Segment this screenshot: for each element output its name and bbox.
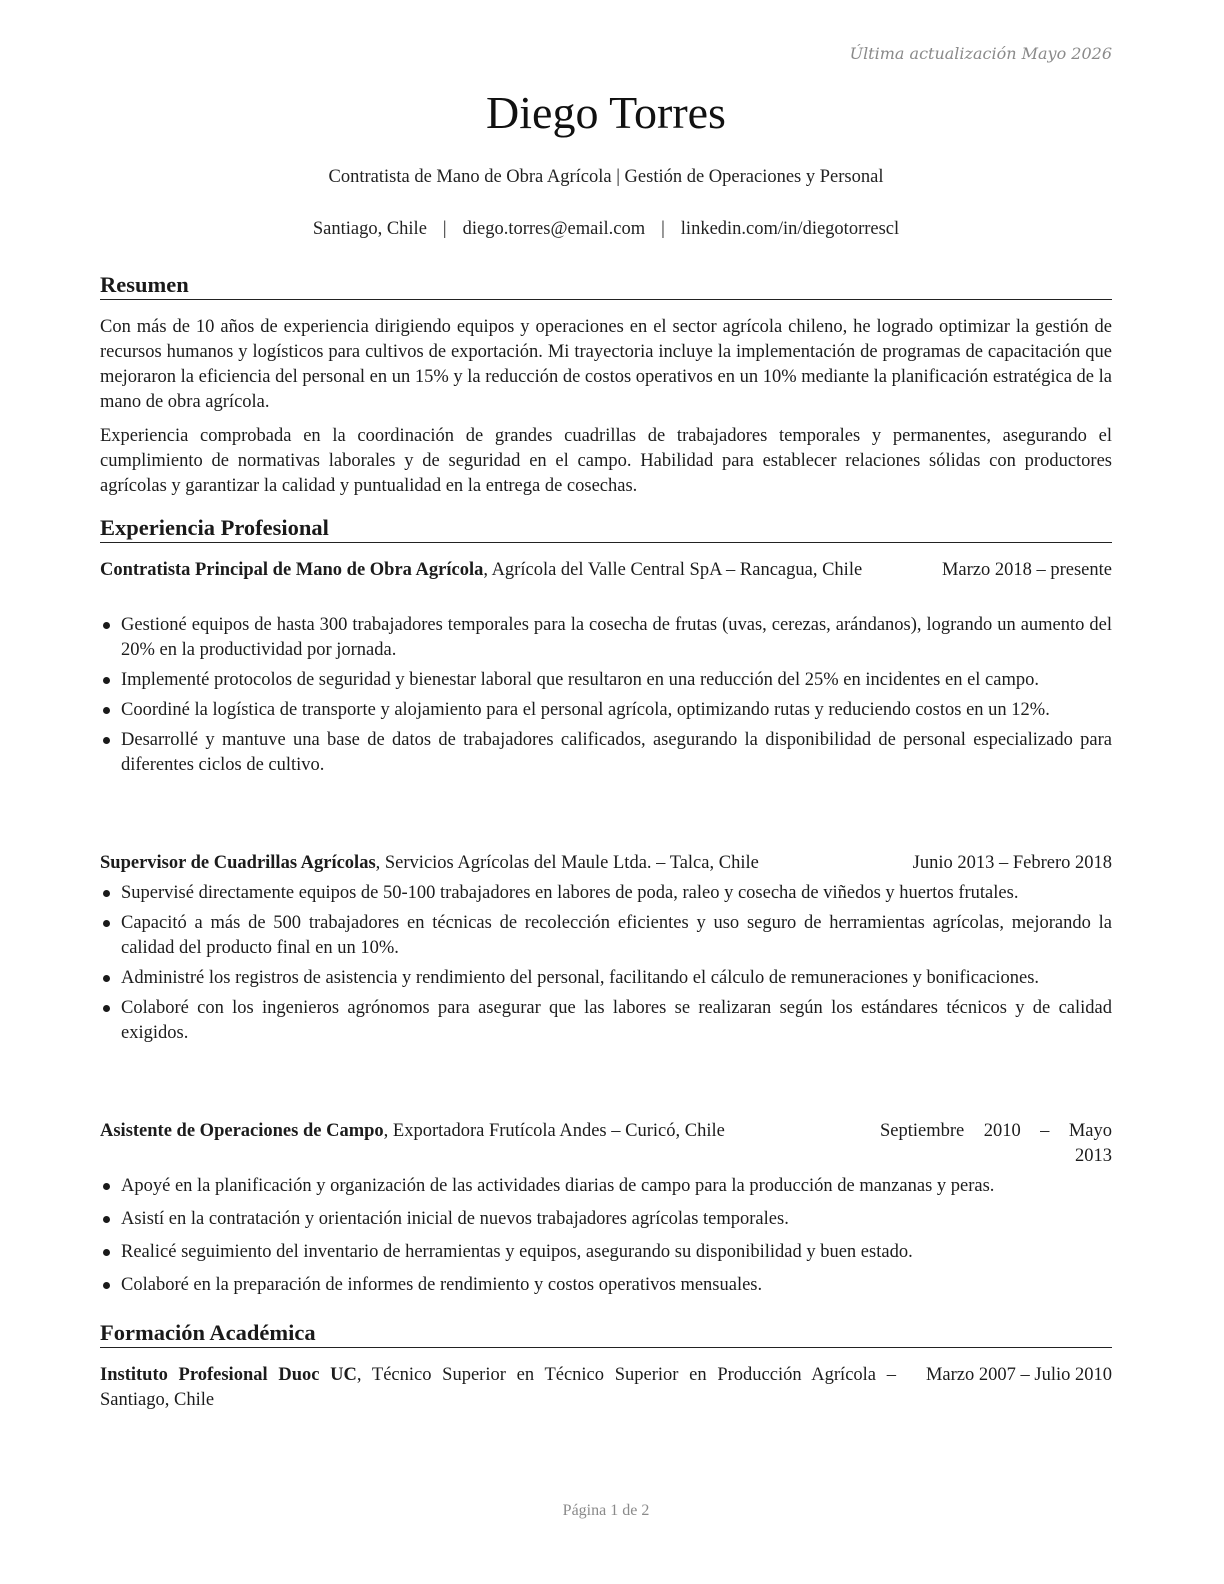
job-bullets	[100, 613, 1112, 783]
bullet-text: Implementé protocolos de seguridad y bienestar laboral que resultaron en una reducción del 25% en incidentes en el campo.	[121, 670, 1039, 690]
bullet-icon	[103, 1216, 110, 1223]
job-organization: , Agrícola del Valle Central SpA – Rancagua, Chile	[483, 560, 863, 580]
list-item	[100, 1174, 1112, 1199]
candidate-name: Diego Torres	[486, 87, 726, 138]
bullet-text: Apoyé en la planificación y organización de las actividades diarias de campo para la producción de manzanas y peras.	[121, 1176, 995, 1196]
list-item	[100, 728, 1112, 778]
job-header	[100, 851, 1112, 876]
education-entry	[100, 1363, 1112, 1413]
bullet-text: Administré los registros de asistencia y rendimiento del personal, facilitando el cálculo de remuneraciones y bonificaciones.	[121, 968, 1040, 988]
list-item	[100, 1207, 1112, 1232]
job-bullets	[100, 1174, 1112, 1306]
list-item	[100, 966, 1112, 991]
list-item	[100, 668, 1112, 693]
list-item	[100, 881, 1112, 906]
headline: Contratista de Mano de Obra Agrícola | Gestión de Operaciones y Personal	[328, 167, 884, 187]
job-role: Contratista Principal de Mano de Obra Agrícola	[100, 560, 484, 580]
bullet-icon	[103, 1005, 110, 1012]
bullet-text: Asistí en la contratación y orientación inicial de nuevos trabajadores agrícolas temporales.	[121, 1209, 789, 1229]
bullet-icon	[103, 890, 110, 897]
contact-separator: |	[442, 219, 447, 239]
job-header	[100, 558, 1112, 583]
bullet-icon	[103, 677, 110, 684]
list-item	[100, 996, 1112, 1046]
summary-paragraph: Con más de 10 años de experiencia dirigiendo equipos y operaciones en el sector agrícola chileno, he logrado optimizar la gestión de recursos humanos y logísticos para cultivos de exportación. Mi trayectoria incluye la implementación de programas de capacitación que mejoraron la eficiencia del personal en un 15% y la reducción de costos operativos en un 10% mediante la planificación estratégica de la mano de obra agrícola.	[100, 317, 1112, 412]
section-title-experience: Experiencia Profesional	[100, 515, 1112, 543]
bullet-icon	[103, 737, 110, 744]
location: Santiago, Chile	[312, 219, 427, 239]
bullet-text: Supervisé directamente equipos de 50-100 trabajadores en labores de poda, raleo y cosecha de viñedos y huertos frutales.	[121, 883, 1019, 903]
bullet-icon	[103, 975, 110, 982]
list-item	[100, 1240, 1112, 1265]
education-dates: Marzo 2007 – Julio 2010	[925, 1365, 1112, 1385]
linkedin-link[interactable]: linkedin.com/in/diegotorrescl	[680, 219, 900, 239]
section-title-education: Formación Académica	[100, 1320, 1112, 1348]
job-organization: , Servicios Agrícolas del Maule Ltda. – Talca, Chile	[375, 853, 759, 873]
list-item	[100, 698, 1112, 723]
bullet-icon	[103, 622, 110, 629]
job-dates: Septiembre 2010 – Mayo 2013	[880, 1121, 1112, 1166]
bullet-text: Realicé seguimiento del inventario de herramientas y equipos, asegurando su disponibilidad y buen estado.	[121, 1242, 913, 1262]
list-item	[100, 911, 1112, 961]
last-updated: Última actualización Mayo 2026	[849, 44, 1112, 63]
email-link[interactable]: diego.torres@email.com	[462, 219, 646, 239]
bullet-icon	[103, 920, 110, 927]
bullet-text: Coordiné la logística de transporte y alojamiento para el personal agrícola, optimizando rutas y reduciendo costos en un 12%.	[121, 700, 1050, 720]
list-item	[100, 613, 1112, 663]
bullet-text: Capacitó a más de 500 trabajadores en técnicas de recolección eficientes y uso seguro de herramientas agrícolas, mejorando la calidad del producto final en un 10%.	[121, 913, 1112, 958]
job-header	[100, 1119, 1112, 1169]
bullet-icon	[103, 1249, 110, 1256]
resume-page	[100, 0, 1112, 1584]
job-role: Asistente de Operaciones de Campo	[100, 1121, 384, 1141]
bullet-text: Colaboré con los ingenieros agrónomos para asegurar que las labores se realizaran según los estándares técnicos y de calidad exigidos.	[121, 998, 1112, 1043]
job-organization: , Exportadora Frutícola Andes – Curicó, Chile	[383, 1121, 725, 1141]
job-dates: Junio 2013 – Febrero 2018	[912, 853, 1112, 873]
contact-line	[100, 219, 1112, 240]
bullet-text: Colaboré en la preparación de informes de rendimiento y costos operativos mensuales.	[121, 1275, 763, 1295]
bullet-icon	[103, 1183, 110, 1190]
bullet-icon	[103, 707, 110, 714]
contact-separator: |	[661, 219, 665, 239]
job-bullets	[100, 881, 1112, 1051]
bullet-text: Desarrollé y mantuve una base de datos de trabajadores calificados, asegurando la disponibilidad de personal especializado para diferentes ciclos de cultivo.	[121, 730, 1112, 775]
bullet-icon	[103, 1282, 110, 1289]
page-number: Página 1 de 2	[562, 1502, 650, 1519]
job-dates: Marzo 2018 – presente	[941, 560, 1112, 580]
summary-paragraph: Experiencia comprobada en la coordinación de grandes cuadrillas de trabajadores temporales y permanentes, asegurando el cumplimiento de normativas laborales y de seguridad en el campo. Habilidad para establecer relaciones sólidas con productores agrícolas y garantizar la calidad y puntualidad en la entrega de cosechas.	[100, 426, 1112, 496]
section-title-summary: Resumen	[100, 272, 1112, 300]
job-role: Supervisor de Cuadrillas Agrícolas	[100, 853, 376, 873]
education-institution: Instituto Profesional Duoc UC	[100, 1365, 357, 1385]
bullet-text: Gestioné equipos de hasta 300 trabajadores temporales para la cosecha de frutas (uvas, cerezas, arándanos), logrando un aumento del 20% en la productividad por jornada.	[121, 615, 1112, 660]
education-detail: , Técnico Superior en Técnico Superior en Producción Agrícola – Santiago, Chile	[100, 1365, 896, 1410]
list-item	[100, 1273, 1112, 1298]
